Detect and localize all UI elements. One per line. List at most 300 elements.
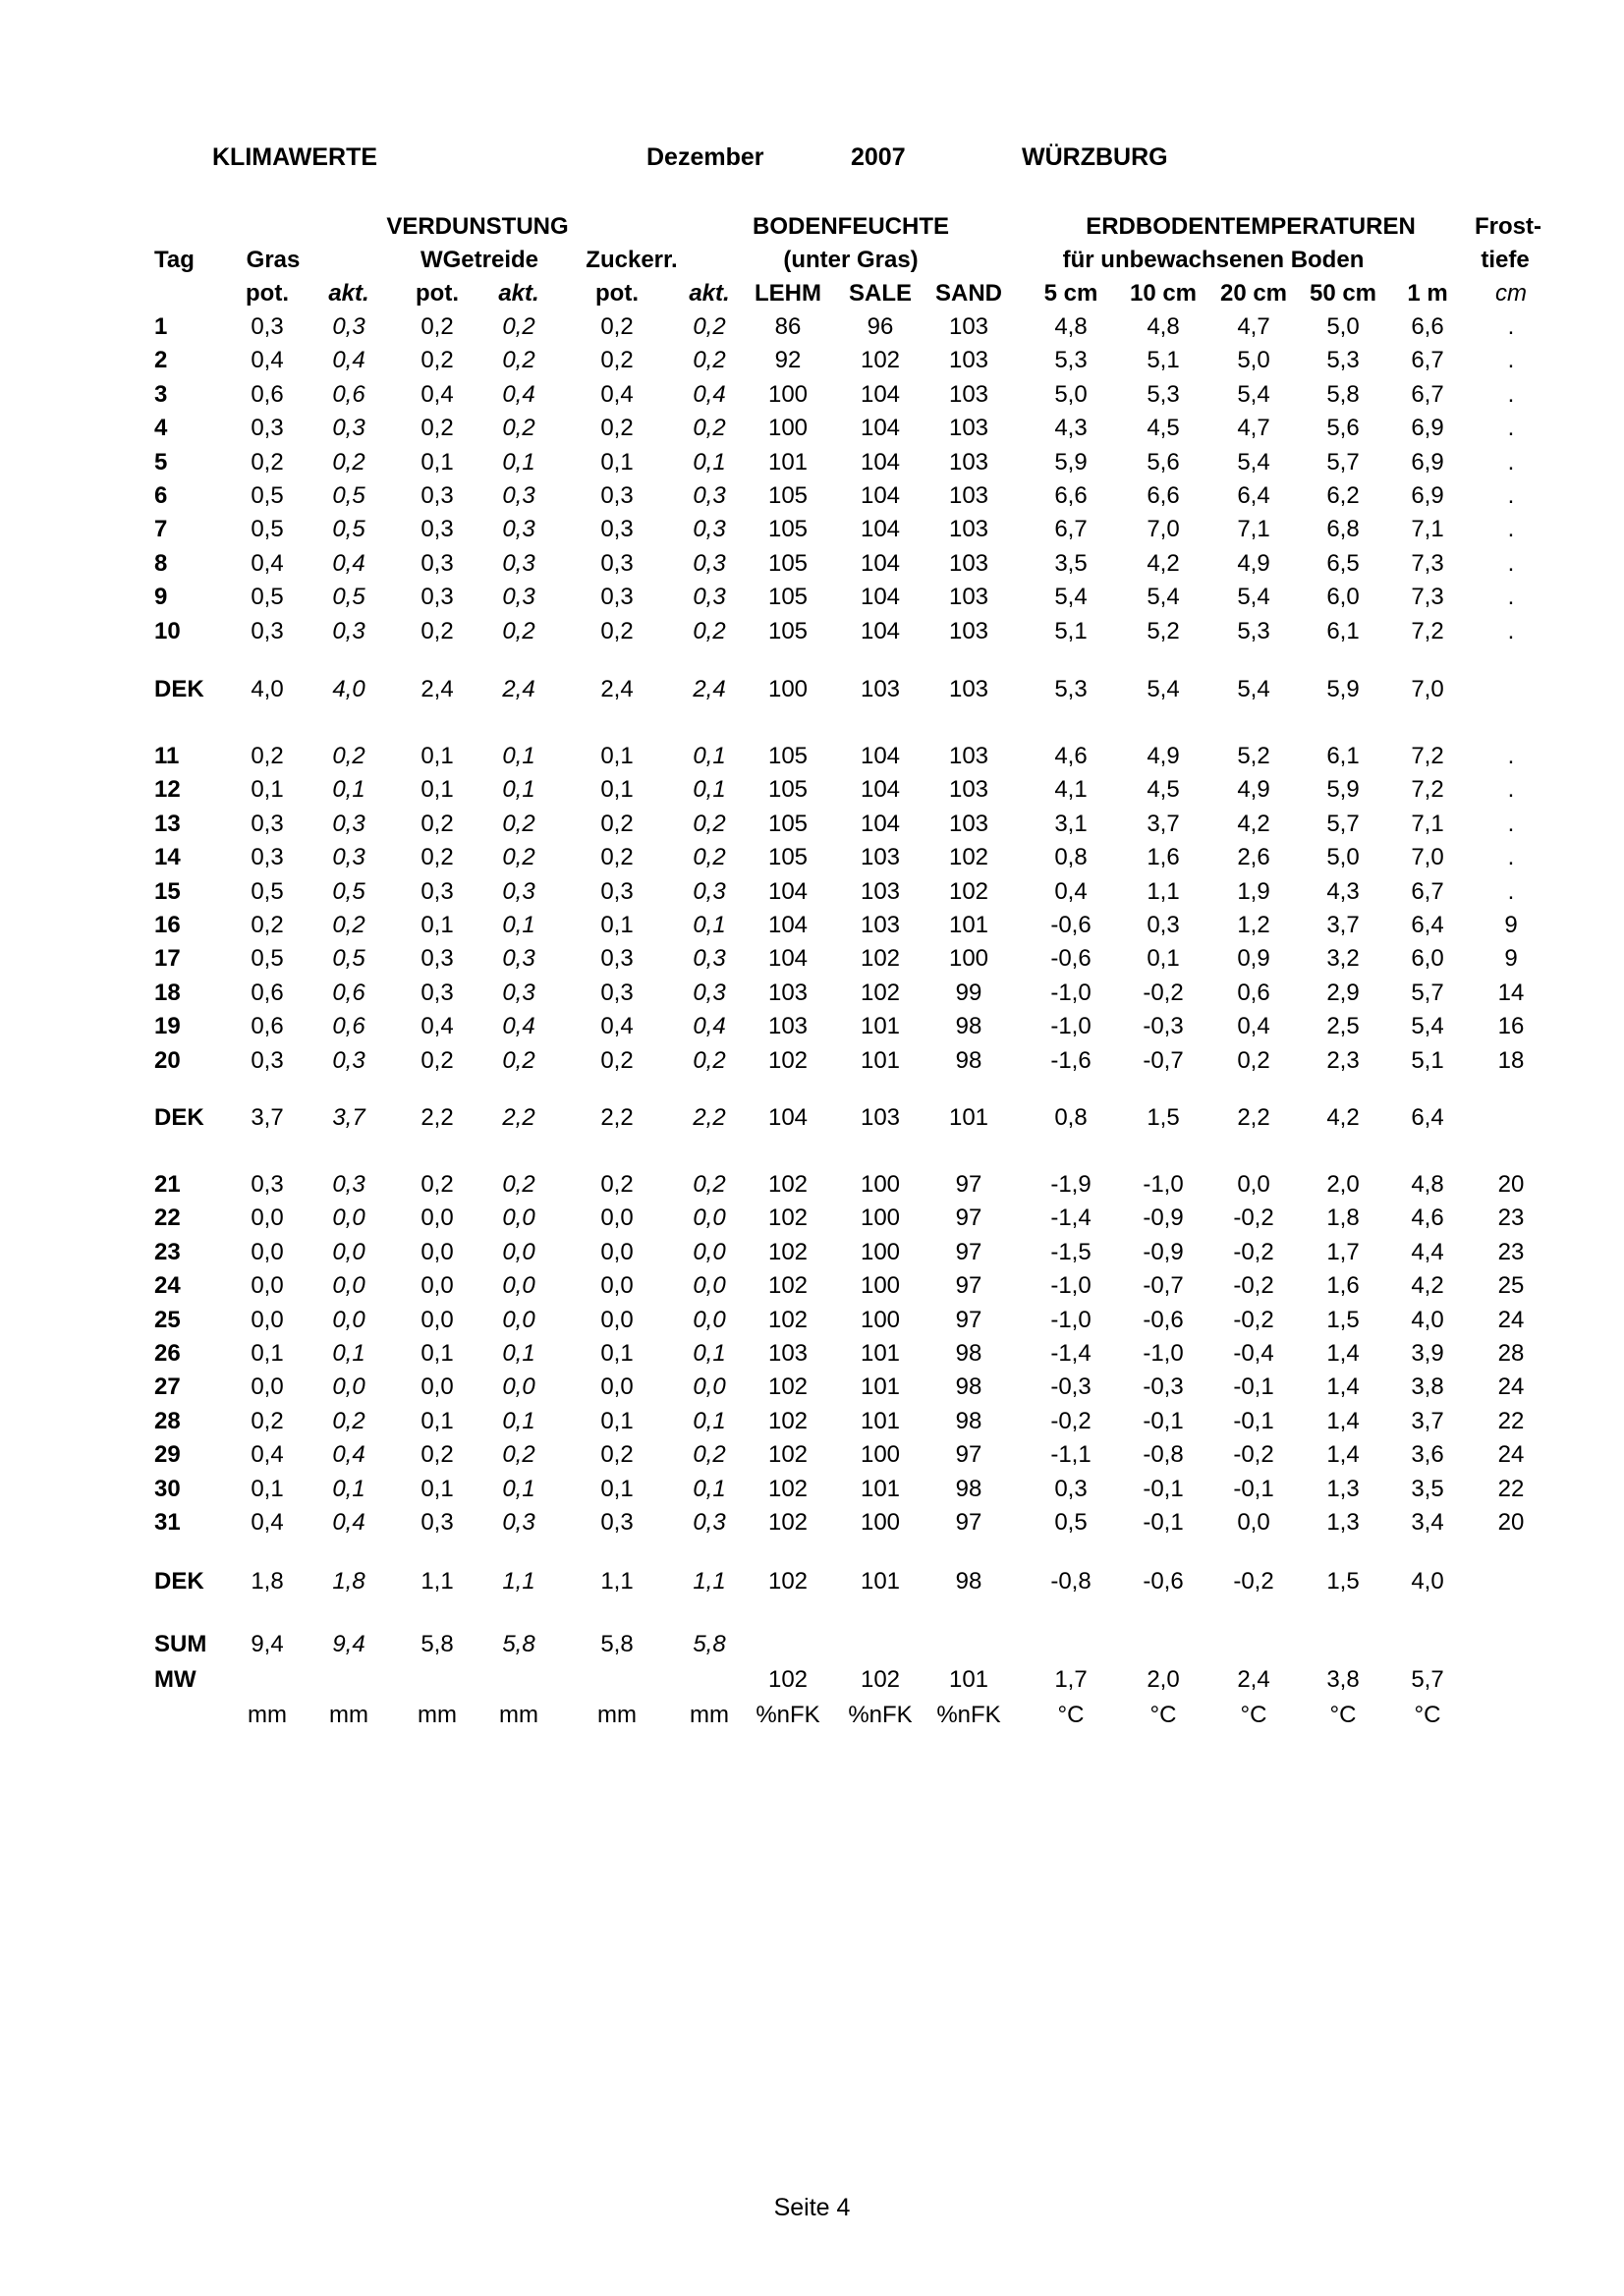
table-row (0, 1202, 1624, 1235)
cell-value: 103 (860, 912, 901, 938)
cell-value: 1,5 (1326, 1306, 1360, 1333)
cell-value: 2,2 (502, 1104, 535, 1131)
cell-value: 0,4 (332, 549, 365, 577)
row-label: 22 (154, 1204, 181, 1232)
cell-value: 2,2 (420, 1104, 454, 1131)
cell-value: 0,2 (502, 844, 535, 871)
cell-value: 0,3 (420, 482, 454, 509)
cell-value: 0,0 (502, 1238, 535, 1265)
cell-value: . (1507, 743, 1515, 769)
cell-value: -0,2 (1050, 1407, 1092, 1434)
cell-value: 102 (767, 1666, 809, 1693)
cell-value: 101 (860, 1046, 901, 1074)
table-row (0, 1044, 1624, 1078)
cell-value: 0,3 (251, 844, 284, 871)
cell-value: 0,3 (600, 482, 634, 509)
header-row-1 (0, 210, 1624, 244)
cell-value: 105 (767, 810, 809, 837)
cell-value: 0,1 (332, 1475, 365, 1502)
cell-value: 0,0 (332, 1272, 365, 1300)
unit-label: °C (1329, 1702, 1357, 1728)
cell-value: 0,1 (600, 1475, 634, 1502)
cell-value: 101 (948, 1104, 989, 1131)
cell-value: 2,0 (1147, 1666, 1180, 1693)
header-unbewachsen: für unbewachsenen Boden (1062, 247, 1365, 273)
unit-label: mm (499, 1702, 538, 1728)
header-bodenfeuchte: BODENFEUCHTE (752, 213, 950, 240)
cell-value: 0,0 (693, 1306, 726, 1333)
sum-row (0, 1628, 1624, 1661)
cell-value: 0,1 (600, 912, 634, 938)
cell-value: 101 (948, 912, 989, 938)
cell-value: 0,4 (420, 380, 454, 408)
table-row (0, 1405, 1624, 1438)
cell-value: 0,3 (502, 979, 535, 1006)
cell-value: 98 (955, 1568, 982, 1595)
cell-value: -1,0 (1143, 1340, 1184, 1367)
cell-value: 0,3 (420, 945, 454, 973)
cell-value: 3,7 (332, 1104, 365, 1131)
cell-value: 0,2 (600, 347, 634, 374)
cell-value: 0,4 (251, 1441, 284, 1469)
cell-value: 0,3 (251, 810, 284, 837)
cell-value: 2,4 (693, 676, 726, 702)
cell-value: . (1507, 844, 1515, 871)
cell-value: 0,2 (502, 1046, 535, 1074)
cell-value: 102 (767, 1204, 809, 1232)
table-row (0, 1269, 1624, 1303)
row-label: 18 (154, 979, 181, 1006)
row-label: 12 (154, 776, 181, 804)
cell-value: 0,2 (420, 810, 454, 837)
cell-value: 5,2 (1237, 743, 1270, 769)
cell-value: 9,4 (251, 1631, 284, 1657)
cell-value: -0,3 (1143, 1013, 1184, 1040)
cell-value: 0,2 (693, 810, 726, 837)
cell-value: 102 (948, 877, 989, 905)
row-label: 30 (154, 1475, 181, 1502)
cell-value: 0,3 (332, 415, 365, 442)
cell-value: 0,1 (332, 1340, 365, 1367)
cell-value: 105 (767, 617, 809, 644)
cell-value: 0,1 (251, 1475, 284, 1502)
cell-value: 2,6 (1237, 844, 1270, 871)
cell-value: 6,6 (1054, 482, 1088, 509)
cell-value: 0,4 (600, 380, 634, 408)
cell-value: 1,7 (1326, 1238, 1360, 1265)
cell-value: 3,7 (1326, 912, 1360, 938)
cell-value: 103 (948, 516, 989, 543)
cell-value: 1,7 (1054, 1666, 1088, 1693)
cell-value: 0,2 (502, 415, 535, 442)
table-row (0, 808, 1624, 841)
cell-value: 0,3 (693, 1509, 726, 1536)
cell-value: 22 (1497, 1407, 1525, 1434)
cell-value: 5,1 (1147, 347, 1180, 374)
cell-value: 0,0 (332, 1373, 365, 1401)
cell-value: 92 (774, 347, 802, 374)
cell-value: . (1507, 549, 1515, 577)
header-sub-8: SAND (934, 280, 1003, 307)
cell-value: 0,0 (332, 1204, 365, 1232)
row-label: DEK (154, 676, 204, 702)
cell-value: 103 (948, 810, 989, 837)
cell-value: 18 (1497, 1046, 1525, 1074)
cell-value: 0,3 (502, 549, 535, 577)
header-erdbodentemperaturen: ERDBODENTEMPERATUREN (1086, 213, 1416, 240)
cell-value: 0,4 (332, 347, 365, 374)
cell-value: 0,1 (502, 912, 535, 938)
cell-value: 1,4 (1326, 1373, 1360, 1401)
cell-value: 103 (948, 776, 989, 804)
cell-value: 102 (767, 1272, 809, 1300)
unit-label: mm (329, 1702, 368, 1728)
cell-value: 1,6 (1326, 1272, 1360, 1300)
cell-value: 0,3 (693, 584, 726, 611)
cell-value: 6,4 (1411, 912, 1444, 938)
cell-value: 100 (860, 1238, 901, 1265)
table-row (0, 344, 1624, 377)
cell-value: 0,1 (600, 776, 634, 804)
cell-value: 104 (860, 415, 901, 442)
cell-value: -0,1 (1233, 1475, 1274, 1502)
cell-value: 0,3 (420, 516, 454, 543)
header-sub-11: 20 cm (1219, 280, 1288, 307)
cell-value: 7,1 (1237, 516, 1270, 543)
cell-value: 4,5 (1147, 415, 1180, 442)
cell-value: 103 (767, 1340, 809, 1367)
cell-value: 0,3 (600, 877, 634, 905)
cell-value: 5,3 (1054, 676, 1088, 702)
cell-value: . (1507, 584, 1515, 611)
cell-value: 5,9 (1054, 448, 1088, 476)
cell-value: -0,4 (1233, 1340, 1274, 1367)
cell-value: 104 (860, 549, 901, 577)
cell-value: 5,8 (502, 1631, 535, 1657)
cell-value: 104 (767, 1104, 809, 1131)
unit-label: %nFK (756, 1702, 820, 1728)
cell-value: 104 (767, 945, 809, 973)
cell-value: 7,2 (1411, 776, 1444, 804)
cell-value: 4,8 (1147, 313, 1180, 340)
row-label: 10 (154, 617, 181, 644)
cell-value: 1,2 (1237, 912, 1270, 938)
header-row-3 (0, 277, 1624, 310)
cell-value: 4,7 (1237, 415, 1270, 442)
cell-value: 0,3 (693, 979, 726, 1006)
cell-value: 3,1 (1054, 810, 1088, 837)
header-gras: Gras (246, 247, 301, 273)
cell-value: 0,5 (332, 516, 365, 543)
cell-value: 0,3 (502, 1509, 535, 1536)
cell-value: 6,1 (1326, 617, 1360, 644)
cell-value: 0,0 (693, 1272, 726, 1300)
cell-value: 2,4 (420, 676, 454, 702)
row-label: 31 (154, 1509, 181, 1536)
cell-value: 3,8 (1411, 1373, 1444, 1401)
cell-value: 3,9 (1411, 1340, 1444, 1367)
cell-value: . (1507, 448, 1515, 476)
cell-value: 0,6 (251, 1013, 284, 1040)
cell-value: 105 (767, 516, 809, 543)
cell-value: 0,2 (600, 617, 634, 644)
dekade-row (0, 673, 1624, 706)
cell-value: 101 (767, 448, 809, 476)
cell-value: -1,4 (1050, 1340, 1092, 1367)
units-row (0, 1699, 1624, 1732)
cell-value: 6,6 (1147, 482, 1180, 509)
cell-value: 0,2 (600, 415, 634, 442)
cell-value: . (1507, 347, 1515, 374)
cell-value: 0,4 (332, 1441, 365, 1469)
header-verdunstung: VERDUNSTUNG (386, 213, 569, 240)
cell-value: 0,4 (1054, 877, 1088, 905)
cell-value: 0,2 (251, 912, 284, 938)
cell-value: -0,8 (1143, 1441, 1184, 1469)
cell-value: 0,2 (600, 810, 634, 837)
cell-value: 1,8 (332, 1568, 365, 1595)
cell-value: 104 (767, 912, 809, 938)
cell-value: 0,2 (693, 1046, 726, 1074)
cell-value: 0,3 (420, 877, 454, 905)
cell-value: 0,0 (420, 1272, 454, 1300)
cell-value: 0,1 (502, 1407, 535, 1434)
cell-value: 103 (860, 676, 901, 702)
cell-value: 0,2 (502, 1441, 535, 1469)
cell-value: 0,2 (502, 1171, 535, 1198)
cell-value: -1,0 (1143, 1171, 1184, 1198)
row-label: 3 (154, 380, 168, 408)
cell-value: 0,1 (693, 1340, 726, 1367)
header-frost: Frost- (1475, 213, 1541, 240)
header-tiefe: tiefe (1481, 247, 1530, 273)
cell-value: 0,0 (420, 1204, 454, 1232)
cell-value: 1,6 (1147, 844, 1180, 871)
cell-value: 0,9 (1237, 945, 1270, 973)
header-sub-7: SALE (848, 280, 913, 307)
cell-value: 2,2 (600, 1104, 634, 1131)
cell-value: 0,2 (600, 313, 634, 340)
cell-value: 104 (860, 380, 901, 408)
cell-value: 0,0 (251, 1204, 284, 1232)
cell-value: 4,2 (1237, 810, 1270, 837)
cell-value: 5,4 (1147, 584, 1180, 611)
cell-value: 0,0 (420, 1306, 454, 1333)
cell-value: 97 (955, 1441, 982, 1469)
cell-value: 98 (955, 1373, 982, 1401)
cell-value: 0,3 (420, 584, 454, 611)
row-label: SUM (154, 1631, 207, 1657)
table-row (0, 841, 1624, 874)
cell-value: 0,1 (420, 912, 454, 938)
cell-value: 5,8 (600, 1631, 634, 1657)
cell-value: 0,5 (251, 877, 284, 905)
cell-value: 0,2 (420, 1441, 454, 1469)
row-label: 19 (154, 1013, 181, 1040)
cell-value: 0,6 (332, 380, 365, 408)
cell-value: 23 (1497, 1238, 1525, 1265)
cell-value: 4,6 (1054, 743, 1088, 769)
cell-value: 4,0 (1411, 1306, 1444, 1333)
cell-value: -0,2 (1233, 1272, 1274, 1300)
mw-row (0, 1663, 1624, 1697)
cell-value: -1,5 (1050, 1238, 1092, 1265)
cell-value: -0,6 (1143, 1568, 1184, 1595)
cell-value: 0,2 (693, 415, 726, 442)
cell-value: 0,1 (420, 743, 454, 769)
cell-value: 5,7 (1411, 979, 1444, 1006)
cell-value: 105 (767, 584, 809, 611)
cell-value: 5,6 (1147, 448, 1180, 476)
header-sub-5: akt. (689, 280, 730, 307)
cell-value: 101 (860, 1568, 901, 1595)
cell-value: 9,4 (332, 1631, 365, 1657)
header-sub-2: pot. (416, 280, 459, 307)
cell-value: 0,0 (693, 1204, 726, 1232)
cell-value: 86 (774, 313, 802, 340)
row-label: 27 (154, 1373, 181, 1401)
table-row (0, 977, 1624, 1010)
cell-value: 0,2 (420, 313, 454, 340)
cell-value: 100 (767, 676, 809, 702)
cell-value: 0,2 (693, 313, 726, 340)
cell-value: -0,7 (1143, 1046, 1184, 1074)
cell-value: -0,1 (1143, 1509, 1184, 1536)
cell-value: 1,3 (1326, 1509, 1360, 1536)
row-label: 23 (154, 1238, 181, 1265)
cell-value: 5,9 (1326, 776, 1360, 804)
cell-value: 104 (860, 617, 901, 644)
cell-value: 0,0 (502, 1306, 535, 1333)
cell-value: 0,0 (600, 1204, 634, 1232)
row-label: 28 (154, 1407, 181, 1434)
cell-value: 5,4 (1411, 1013, 1444, 1040)
cell-value: . (1507, 313, 1515, 340)
cell-value: 0,1 (693, 448, 726, 476)
cell-value: 1,1 (502, 1568, 535, 1595)
cell-value: 6,0 (1326, 584, 1360, 611)
cell-value: -0,9 (1143, 1204, 1184, 1232)
cell-value: 7,0 (1411, 844, 1444, 871)
cell-value: 104 (860, 810, 901, 837)
table-row (0, 615, 1624, 648)
cell-value: 6,4 (1411, 1104, 1444, 1131)
cell-value: 103 (767, 1013, 809, 1040)
cell-value: 103 (860, 1104, 901, 1131)
cell-value: 6,7 (1411, 347, 1444, 374)
cell-value: 103 (948, 482, 989, 509)
cell-value: 103 (948, 313, 989, 340)
cell-value: 6,9 (1411, 448, 1444, 476)
cell-value: 1,1 (420, 1568, 454, 1595)
table-row (0, 1010, 1624, 1043)
cell-value: 102 (767, 1568, 809, 1595)
cell-value: 3,5 (1411, 1475, 1444, 1502)
cell-value: 0,0 (600, 1272, 634, 1300)
cell-value: -1,4 (1050, 1204, 1092, 1232)
row-label: 1 (154, 313, 168, 340)
cell-value: 0,0 (332, 1238, 365, 1265)
cell-value: 0,3 (502, 877, 535, 905)
cell-value: 0,3 (693, 549, 726, 577)
cell-value: 4,7 (1237, 313, 1270, 340)
table-row (0, 547, 1624, 581)
cell-value: 5,0 (1326, 844, 1360, 871)
cell-value: 0,3 (332, 1046, 365, 1074)
row-label: 16 (154, 912, 181, 938)
cell-value: 0,3 (693, 877, 726, 905)
cell-value: 0,1 (251, 776, 284, 804)
row-label: 4 (154, 415, 168, 442)
cell-value: 4,0 (332, 676, 365, 702)
row-label: DEK (154, 1568, 204, 1595)
cell-value: 0,1 (420, 1407, 454, 1434)
unit-label: mm (418, 1702, 457, 1728)
cell-value: 6,7 (1054, 516, 1088, 543)
cell-value: 0,0 (502, 1204, 535, 1232)
cell-value: 0,2 (600, 1171, 634, 1198)
cell-value: 0,2 (332, 743, 365, 769)
cell-value: -0,3 (1143, 1373, 1184, 1401)
cell-value: 7,0 (1411, 676, 1444, 702)
cell-value: 100 (860, 1441, 901, 1469)
cell-value: 0,5 (251, 482, 284, 509)
cell-value: 98 (955, 1407, 982, 1434)
cell-value: 97 (955, 1171, 982, 1198)
cell-value: 0,0 (251, 1272, 284, 1300)
cell-value: 102 (767, 1373, 809, 1401)
cell-value: 102 (948, 844, 989, 871)
cell-value: 0,1 (600, 1340, 634, 1367)
cell-value: 0,0 (420, 1238, 454, 1265)
cell-value: 0,3 (251, 1171, 284, 1198)
cell-value: 103 (948, 676, 989, 702)
cell-value: 0,0 (600, 1306, 634, 1333)
cell-value: 5,2 (1147, 617, 1180, 644)
cell-value: 102 (767, 1171, 809, 1198)
cell-value: 0,6 (332, 979, 365, 1006)
row-label: 8 (154, 549, 168, 577)
unit-label: mm (597, 1702, 637, 1728)
cell-value: 0,1 (420, 448, 454, 476)
doc-title: KLIMAWERTE (212, 143, 378, 171)
cell-value: 97 (955, 1204, 982, 1232)
cell-value: 23 (1497, 1204, 1525, 1232)
cell-value: 0,1 (502, 776, 535, 804)
cell-value: 103 (948, 617, 989, 644)
cell-value: 4,6 (1411, 1204, 1444, 1232)
table-row (0, 1506, 1624, 1540)
row-label: 5 (154, 448, 168, 476)
cell-value: 0,1 (693, 912, 726, 938)
cell-value: 0,5 (332, 877, 365, 905)
cell-value: 6,9 (1411, 415, 1444, 442)
cell-value: 4,4 (1411, 1238, 1444, 1265)
cell-value: -1,0 (1050, 1013, 1092, 1040)
table-row (0, 1371, 1624, 1404)
cell-value: 6,7 (1411, 380, 1444, 408)
cell-value: 4,0 (1411, 1568, 1444, 1595)
cell-value: 1,5 (1147, 1104, 1180, 1131)
cell-value: 4,2 (1326, 1104, 1360, 1131)
cell-value: 20 (1497, 1509, 1525, 1536)
cell-value: 0,3 (251, 617, 284, 644)
cell-value: 0,2 (332, 912, 365, 938)
cell-value: 0,3 (332, 313, 365, 340)
cell-value: 0,3 (600, 1509, 634, 1536)
header-zuckerr: Zuckerr. (586, 247, 678, 273)
cell-value: 99 (955, 979, 982, 1006)
